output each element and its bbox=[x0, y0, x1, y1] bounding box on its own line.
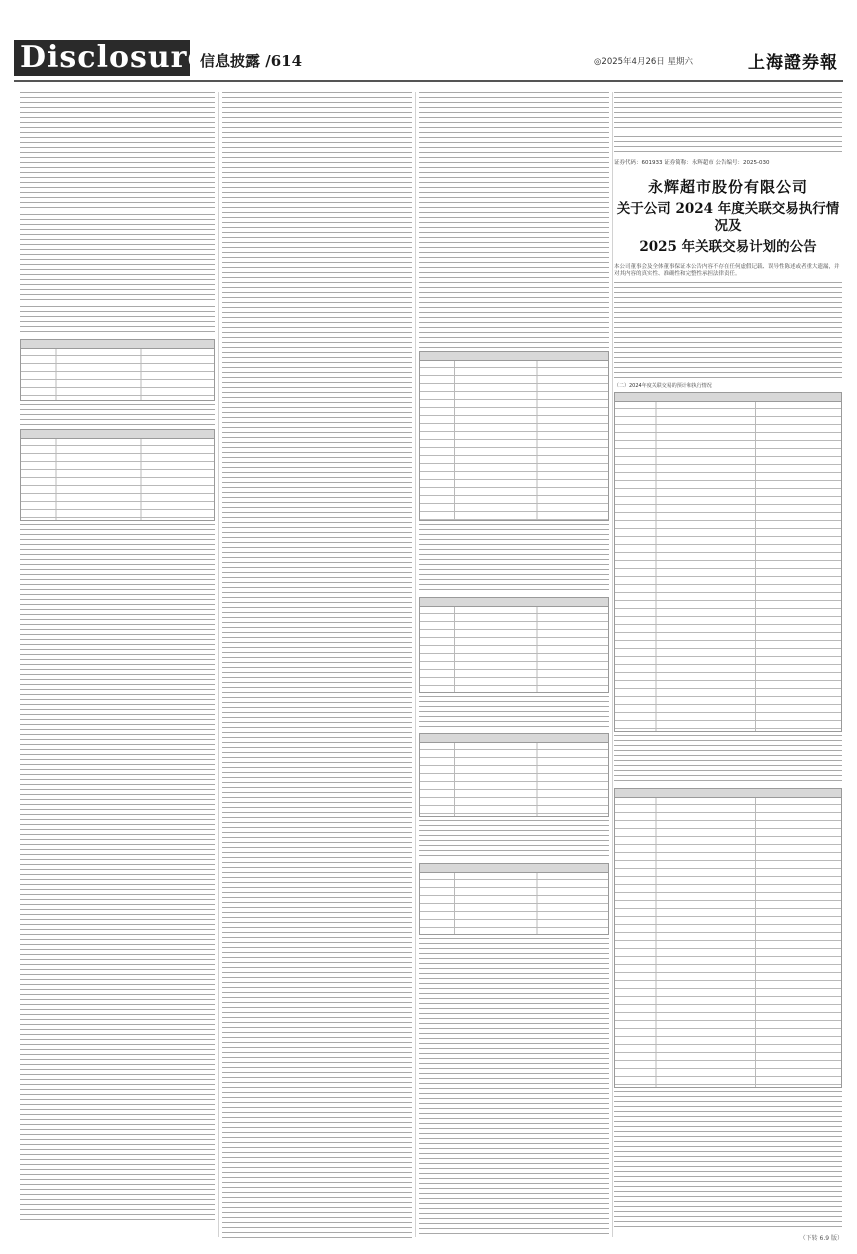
security-code-line: 证券代码：601933 证券简称：永辉超市 公告编号：2025-030 bbox=[614, 160, 770, 166]
text-block bbox=[614, 735, 842, 785]
text-block bbox=[20, 214, 215, 302]
announcement-notice: 本公司董事会及全体董事保证本公告内容不存在任何虚假记载、误导性陈述或者重大遗漏，并对其内容的真实性、准确性和完整性承担法律责任。 bbox=[614, 264, 840, 277]
text-block bbox=[614, 136, 842, 154]
text-block bbox=[614, 282, 842, 378]
text-block bbox=[222, 92, 412, 1240]
data-table bbox=[419, 863, 609, 935]
announcement-title-line-2: 2025 年关联交易计划的公告 bbox=[639, 239, 817, 255]
data-table bbox=[419, 351, 609, 521]
column-separator bbox=[218, 92, 219, 1237]
table-title: （二）2024年度关联交易的预计和执行情况 bbox=[614, 383, 712, 389]
column-separator bbox=[612, 92, 613, 1237]
brand-disclosure: Disclosure bbox=[20, 40, 208, 75]
text-block bbox=[614, 92, 842, 132]
column-2 bbox=[222, 92, 412, 1240]
text-block bbox=[419, 938, 609, 1238]
text-block bbox=[614, 1091, 842, 1231]
continued-mark: （下转 6.9 版） bbox=[799, 1235, 843, 1242]
related-transaction-table bbox=[614, 788, 842, 1088]
text-block bbox=[419, 696, 609, 730]
announcement-title-line-1: 关于公司 2024 年度关联交易执行情况及 bbox=[616, 201, 840, 234]
masthead bbox=[0, 0, 857, 84]
announcement-company: 永辉超市股份有限公司 bbox=[647, 178, 808, 196]
column-1 bbox=[20, 92, 215, 1240]
masthead-rule bbox=[14, 80, 843, 82]
column-4-announcement bbox=[614, 92, 842, 1240]
column-separator bbox=[415, 92, 416, 1237]
data-table bbox=[20, 339, 215, 401]
text-block bbox=[20, 404, 215, 426]
text-block bbox=[419, 92, 609, 348]
issue-date: ◎2025年4月26日 星期六 bbox=[594, 57, 693, 67]
data-table bbox=[419, 733, 609, 817]
text-block bbox=[20, 524, 215, 1224]
text-block bbox=[419, 524, 609, 594]
newspaper-logo: 上海證券報 bbox=[748, 53, 838, 73]
data-table bbox=[419, 597, 609, 693]
text-block bbox=[419, 820, 609, 860]
column-3 bbox=[419, 92, 609, 1240]
text-block bbox=[20, 92, 215, 210]
data-table bbox=[20, 429, 215, 521]
section-label: 信息披露 /614 bbox=[200, 52, 303, 70]
text-block bbox=[20, 306, 215, 336]
related-transaction-table bbox=[614, 392, 842, 732]
